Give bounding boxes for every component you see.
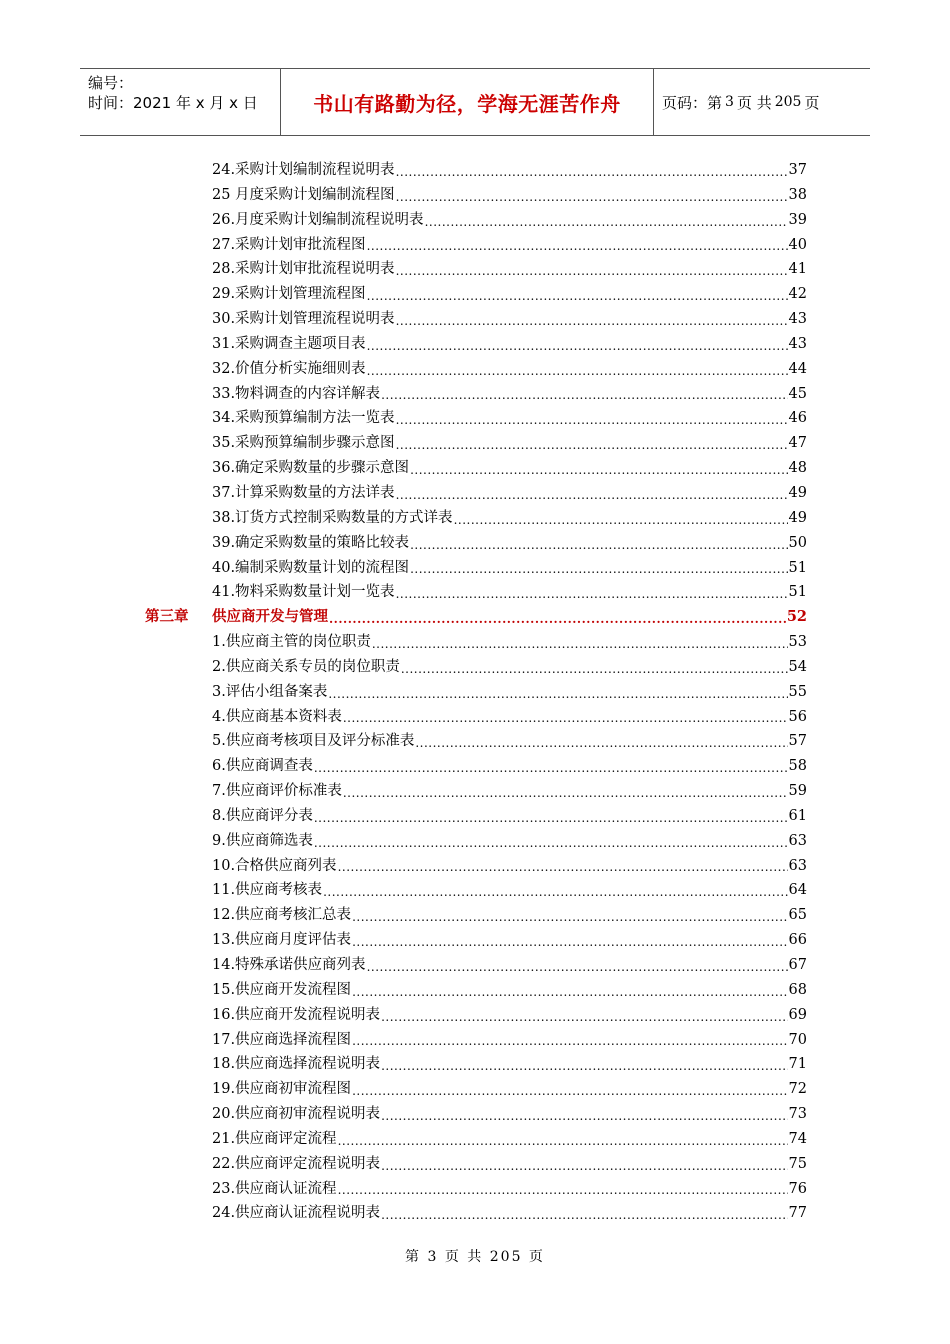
toc-entry-title: 18.供应商选择流程说明表 bbox=[212, 1056, 381, 1073]
toc-dot-leader bbox=[329, 605, 786, 630]
toc-entry-title: 16.供应商开发流程说明表 bbox=[212, 1006, 381, 1023]
toc-entry-title: 34.采购预算编制方法一览表 bbox=[212, 410, 395, 427]
toc-dot-leader bbox=[396, 580, 788, 605]
toc-entry-title: 35.采购预算编制步骤示意图 bbox=[212, 435, 395, 452]
toc-entry[interactable] bbox=[145, 804, 807, 829]
toc-entry-page: 40 bbox=[788, 236, 807, 253]
toc-entry[interactable] bbox=[145, 655, 807, 680]
toc-entry-title: 7.供应商评价标准表 bbox=[212, 783, 342, 800]
toc-dot-leader bbox=[352, 928, 787, 953]
toc-entry-title: 32.价值分析实施细则表 bbox=[212, 360, 366, 377]
toc-entry-page: 69 bbox=[788, 1006, 807, 1023]
toc-entry[interactable] bbox=[145, 754, 807, 779]
toc-entry[interactable] bbox=[145, 1127, 807, 1152]
toc-entry-page: 38 bbox=[788, 186, 807, 203]
toc-entry[interactable] bbox=[145, 208, 807, 233]
toc-dot-leader bbox=[410, 531, 787, 556]
toc-entry-title: 1.供应商主管的岗位职责 bbox=[212, 634, 371, 651]
toc-entry-page: 37 bbox=[788, 162, 807, 178]
toc-entry[interactable] bbox=[145, 332, 807, 357]
toc-entry[interactable] bbox=[145, 705, 807, 730]
toc-entry[interactable] bbox=[145, 630, 807, 655]
toc-entry[interactable] bbox=[145, 1003, 807, 1028]
toc-entry-page: 63 bbox=[788, 832, 807, 849]
toc-entry-title: 供应商开发与管理 bbox=[212, 608, 328, 626]
toc-dot-leader bbox=[352, 978, 787, 1003]
toc-entry-title: 2.供应商关系专员的岗位职责 bbox=[212, 658, 400, 675]
toc-dot-leader bbox=[410, 556, 787, 581]
toc-entry-title: 4.供应商基本资料表 bbox=[212, 708, 342, 725]
header-meta bbox=[80, 69, 281, 135]
toc-entry-page: 74 bbox=[788, 1130, 807, 1147]
toc-entry-title: 25 月度采购计划编制流程图 bbox=[212, 186, 395, 203]
toc-entry-page: 77 bbox=[788, 1205, 807, 1222]
toc-dot-leader bbox=[401, 655, 788, 680]
toc-entry[interactable] bbox=[145, 406, 807, 431]
toc-entry-title: 24.供应商认证流程说明表 bbox=[212, 1205, 381, 1222]
toc-entry[interactable] bbox=[145, 878, 807, 903]
toc-entry-title: 24.采购计划编制流程说明表 bbox=[212, 162, 395, 178]
header-motto: 书山有路勤为径，学海无涯苦作舟 bbox=[281, 69, 654, 135]
toc-entry[interactable] bbox=[145, 357, 807, 382]
toc-entry[interactable] bbox=[145, 928, 807, 953]
toc-dot-leader bbox=[367, 357, 788, 382]
toc-entry[interactable] bbox=[145, 481, 807, 506]
toc-entry-page: 49 bbox=[788, 484, 807, 501]
table-of-contents bbox=[145, 158, 807, 1226]
toc-entry-page: 64 bbox=[788, 882, 807, 899]
toc-entry-page: 41 bbox=[788, 261, 807, 278]
header-page-current: 3 bbox=[725, 94, 734, 110]
toc-entry-title: 11.供应商考核表 bbox=[212, 882, 323, 899]
toc-dot-leader bbox=[352, 903, 787, 928]
toc-entry-title: 10.合格供应商列表 bbox=[212, 857, 337, 874]
toc-entry-page: 43 bbox=[788, 311, 807, 328]
header-page-suffix: 页 bbox=[804, 93, 820, 112]
toc-entry-page: 39 bbox=[788, 211, 807, 228]
toc-entry-page: 63 bbox=[788, 857, 807, 874]
toc-dot-leader bbox=[367, 233, 788, 258]
toc-entry-page: 70 bbox=[788, 1031, 807, 1048]
toc-entry[interactable] bbox=[145, 233, 807, 258]
toc-entry-page: 51 bbox=[788, 584, 807, 601]
toc-entry[interactable] bbox=[145, 1102, 807, 1127]
toc-entry-page: 42 bbox=[788, 286, 807, 303]
toc-entry-page: 55 bbox=[788, 683, 807, 700]
toc-entry-title: 19.供应商初审流程图 bbox=[212, 1081, 352, 1098]
toc-entry-page: 43 bbox=[788, 335, 807, 352]
toc-entry-page: 58 bbox=[788, 758, 807, 775]
toc-entry[interactable] bbox=[145, 829, 807, 854]
toc-entry-page: 52 bbox=[786, 608, 807, 626]
toc-dot-leader bbox=[338, 1177, 788, 1202]
toc-entry[interactable] bbox=[145, 431, 807, 456]
toc-dot-leader bbox=[425, 208, 788, 233]
toc-entry[interactable] bbox=[145, 382, 807, 407]
toc-entry-title: 9.供应商筛选表 bbox=[212, 832, 313, 849]
toc-entry[interactable] bbox=[145, 158, 807, 183]
toc-dot-leader bbox=[367, 282, 788, 307]
toc-dot-leader bbox=[396, 481, 788, 506]
toc-entry[interactable] bbox=[145, 456, 807, 481]
toc-entry-title: 31.采购调查主题项目表 bbox=[212, 335, 366, 352]
toc-dot-leader bbox=[372, 630, 788, 655]
header-page-prefix: 页码：第 bbox=[662, 93, 723, 112]
toc-entry-title: 12.供应商考核汇总表 bbox=[212, 907, 352, 924]
toc-dot-leader bbox=[314, 754, 788, 779]
toc-dot-leader bbox=[396, 307, 788, 332]
toc-dot-leader bbox=[367, 953, 788, 978]
toc-entry[interactable] bbox=[145, 779, 807, 804]
toc-dot-leader bbox=[415, 729, 787, 754]
toc-entry-page: 53 bbox=[788, 634, 807, 651]
toc-dot-leader bbox=[396, 158, 788, 183]
toc-entry-page: 59 bbox=[788, 783, 807, 800]
toc-entry-title: 41.物料采购数量计划一览表 bbox=[212, 584, 395, 601]
toc-entry-title: 15.供应商开发流程图 bbox=[212, 981, 352, 998]
toc-entry-title: 8.供应商评分表 bbox=[212, 807, 313, 824]
toc-entry-title: 36.确定采购数量的步骤示意图 bbox=[212, 460, 410, 477]
toc-dot-leader bbox=[396, 257, 788, 282]
toc-dot-leader bbox=[410, 456, 787, 481]
toc-entry-title: 23.供应商认证流程 bbox=[212, 1180, 337, 1197]
toc-dot-leader bbox=[396, 406, 788, 431]
toc-dot-leader bbox=[381, 1201, 787, 1226]
toc-dot-leader bbox=[454, 506, 788, 531]
toc-entry[interactable] bbox=[145, 580, 807, 605]
toc-entry-page: 72 bbox=[788, 1081, 807, 1098]
toc-entry-page: 51 bbox=[788, 559, 807, 576]
toc-dot-leader bbox=[328, 680, 787, 705]
toc-dot-leader bbox=[338, 854, 788, 879]
page-footer: 第 3 页 共 205 页 bbox=[405, 1249, 545, 1265]
toc-dot-leader bbox=[323, 878, 787, 903]
toc-dot-leader bbox=[396, 431, 788, 456]
toc-dot-leader bbox=[381, 1003, 787, 1028]
toc-entry[interactable] bbox=[145, 307, 807, 332]
toc-entry[interactable] bbox=[145, 903, 807, 928]
toc-entry[interactable] bbox=[145, 1052, 807, 1077]
toc-entry-title: 21.供应商评定流程 bbox=[212, 1130, 337, 1147]
header-page-total: 205 bbox=[774, 94, 802, 110]
toc-entry-title: 30.采购计划管理流程说明表 bbox=[212, 311, 395, 328]
toc-entry-page: 44 bbox=[788, 360, 807, 377]
toc-entry[interactable] bbox=[145, 680, 807, 705]
toc-dot-leader bbox=[381, 1052, 787, 1077]
toc-entry-page: 61 bbox=[788, 807, 807, 824]
toc-dot-leader bbox=[381, 1102, 787, 1127]
toc-entry[interactable] bbox=[145, 978, 807, 1003]
toc-entry[interactable] bbox=[145, 854, 807, 879]
toc-entry-title: 38.订货方式控制采购数量的方式详表 bbox=[212, 509, 453, 526]
toc-dot-leader bbox=[343, 705, 788, 730]
toc-entry[interactable] bbox=[145, 282, 807, 307]
toc-entry-page: 71 bbox=[788, 1056, 807, 1073]
toc-dot-leader bbox=[314, 804, 788, 829]
header-page-info bbox=[654, 69, 870, 135]
toc-entry[interactable] bbox=[145, 1028, 807, 1053]
toc-entry[interactable] bbox=[145, 1201, 807, 1226]
header-number-label: 编号： bbox=[88, 74, 134, 92]
toc-dot-leader bbox=[381, 382, 787, 407]
toc-entry-title: 6.供应商调查表 bbox=[212, 758, 313, 775]
header-time-label: 时间：2021 年 x 月 x 日 bbox=[88, 94, 258, 112]
toc-entry-title: 27.采购计划审批流程图 bbox=[212, 236, 366, 253]
toc-entry-page: 57 bbox=[788, 733, 807, 750]
toc-entry-page: 56 bbox=[788, 708, 807, 725]
toc-entry-page: 76 bbox=[788, 1180, 807, 1197]
toc-entry[interactable] bbox=[145, 531, 807, 556]
toc-chapter-label: 第三章 bbox=[145, 608, 189, 626]
toc-entry-page: 66 bbox=[788, 932, 807, 949]
toc-entry-title: 17.供应商选择流程图 bbox=[212, 1031, 352, 1048]
toc-entry-page: 48 bbox=[788, 460, 807, 477]
toc-entry-title: 28.采购计划审批流程说明表 bbox=[212, 261, 395, 278]
toc-entry[interactable] bbox=[145, 506, 807, 531]
toc-dot-leader bbox=[314, 829, 788, 854]
toc-chapter-heading[interactable] bbox=[145, 605, 807, 630]
toc-entry-title: 20.供应商初审流程说明表 bbox=[212, 1106, 381, 1123]
toc-entry[interactable] bbox=[145, 183, 807, 208]
toc-entry[interactable] bbox=[145, 953, 807, 978]
toc-entry-title: 22.供应商评定流程说明表 bbox=[212, 1155, 381, 1172]
toc-entry-title: 29.采购计划管理流程图 bbox=[212, 286, 366, 303]
toc-entry-title: 14.特殊承诺供应商列表 bbox=[212, 957, 366, 973]
toc-entry-title: 13.供应商月度评估表 bbox=[212, 932, 352, 949]
toc-entry-page: 46 bbox=[788, 410, 807, 427]
header-page-mid: 页 共 bbox=[736, 93, 772, 112]
toc-entry-title: 3.评估小组备案表 bbox=[212, 683, 328, 700]
toc-entry[interactable] bbox=[145, 729, 807, 754]
toc-entry-title: 26.月度采购计划编制流程说明表 bbox=[212, 211, 424, 228]
toc-dot-leader bbox=[343, 779, 788, 804]
toc-entry-title: 39.确定采购数量的策略比较表 bbox=[212, 534, 410, 551]
toc-entry-page: 65 bbox=[788, 907, 807, 924]
toc-entry-page: 75 bbox=[788, 1155, 807, 1172]
toc-entry[interactable] bbox=[145, 1077, 807, 1102]
toc-entry-page: 45 bbox=[788, 385, 807, 402]
toc-entry-page: 47 bbox=[788, 435, 807, 452]
toc-dot-leader bbox=[338, 1127, 788, 1152]
toc-dot-leader bbox=[367, 332, 788, 357]
toc-entry-page: 50 bbox=[788, 534, 807, 551]
toc-entry-page: 54 bbox=[788, 658, 807, 675]
toc-dot-leader bbox=[381, 1152, 787, 1177]
toc-entry[interactable] bbox=[145, 257, 807, 282]
toc-entry-page: 49 bbox=[788, 509, 807, 526]
toc-entry-page: 68 bbox=[788, 981, 807, 998]
toc-dot-leader bbox=[396, 183, 788, 208]
toc-dot-leader bbox=[352, 1077, 787, 1102]
toc-entry-title: 5.供应商考核项目及评分标准表 bbox=[212, 733, 415, 750]
toc-entry[interactable] bbox=[145, 1152, 807, 1177]
toc-entry-title: 40.编制采购数量计划的流程图 bbox=[212, 559, 410, 576]
toc-entry-page: 73 bbox=[788, 1106, 807, 1123]
toc-entry[interactable] bbox=[145, 556, 807, 581]
toc-entry[interactable] bbox=[145, 1177, 807, 1202]
toc-dot-leader bbox=[352, 1028, 787, 1053]
toc-entry-title: 33.物料调查的内容详解表 bbox=[212, 385, 381, 402]
toc-entry-page: 67 bbox=[788, 957, 807, 973]
toc-entry-title: 37.计算采购数量的方法详表 bbox=[212, 484, 395, 501]
page-header bbox=[80, 68, 870, 136]
